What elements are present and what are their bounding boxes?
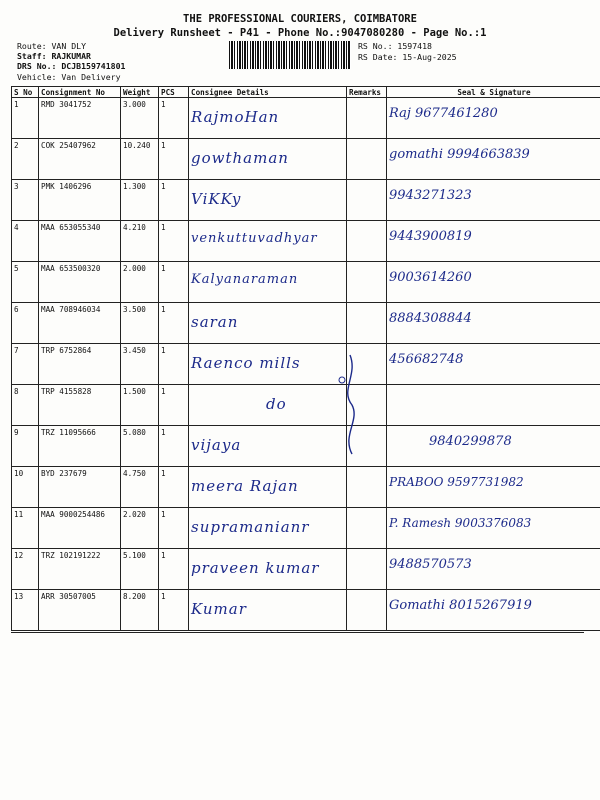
consignee-handwriting: gowthaman — [191, 149, 289, 167]
signature-handwriting: 8884308844 — [389, 311, 472, 326]
col-header-seal: Seal & Signature — [387, 87, 600, 98]
cell-weight: 2.000 — [121, 262, 159, 303]
cell-remarks — [347, 139, 387, 180]
cell-consignee — [189, 303, 347, 344]
cell-pcs: 1 — [159, 508, 189, 549]
table-row — [12, 139, 600, 180]
cell-signature — [387, 221, 600, 262]
cell-remarks — [347, 180, 387, 221]
cell-pcs: 1 — [159, 139, 189, 180]
cell-pcs: 1 — [159, 221, 189, 262]
cell-sno: 1 — [12, 98, 39, 139]
cell-pcs: 1 — [159, 426, 189, 467]
table-row — [12, 549, 600, 590]
table-row — [12, 180, 600, 221]
drs-field: DRS No.: DCJB159741801 — [17, 61, 126, 72]
cell-consignment: PMK 1406296 — [39, 180, 121, 221]
col-header-weight: Weight — [121, 87, 159, 98]
cell-sno: 9 — [12, 426, 39, 467]
cell-signature — [387, 303, 600, 344]
barcode — [229, 41, 351, 69]
cell-consignment: TRZ 102191222 — [39, 549, 121, 590]
cell-weight: 3.450 — [121, 344, 159, 385]
page-bottom-rule — [11, 632, 584, 633]
cell-pcs: 1 — [159, 467, 189, 508]
table-row — [12, 98, 600, 139]
signature-handwriting: Gomathi 8015267919 — [389, 598, 532, 613]
table-header-row — [12, 87, 600, 98]
cell-remarks — [347, 508, 387, 549]
staff-field: Staff: RAJKUMAR — [17, 51, 91, 62]
cell-remarks — [347, 303, 387, 344]
cell-sno: 3 — [12, 180, 39, 221]
cell-weight: 3.500 — [121, 303, 159, 344]
cell-weight: 3.000 — [121, 98, 159, 139]
cell-pcs: 1 — [159, 180, 189, 221]
consignee-handwriting: RajmoHan — [191, 108, 280, 126]
cell-sno: 6 — [12, 303, 39, 344]
cell-consignee — [189, 590, 347, 631]
cell-consignee — [189, 467, 347, 508]
consignee-handwriting: supramanianr — [191, 518, 310, 536]
cell-consignee — [189, 262, 347, 303]
cell-consignment: MAA 9000254486 — [39, 508, 121, 549]
signature-handwriting: Raj 9677461280 — [389, 106, 498, 121]
cell-remarks — [347, 590, 387, 631]
cell-signature — [387, 467, 600, 508]
vehicle-field: Vehicle: Van Delivery — [17, 71, 121, 82]
table-row — [12, 221, 600, 262]
cell-consignee — [189, 508, 347, 549]
signature-handwriting: P. Ramesh 9003376083 — [389, 516, 532, 530]
cell-sno: 7 — [12, 344, 39, 385]
cell-sno: 8 — [12, 385, 39, 426]
cell-sno: 11 — [12, 508, 39, 549]
cell-weight: 4.210 — [121, 221, 159, 262]
cell-consignment: TRP 6752864 — [39, 344, 121, 385]
cell-consignment: ARR 30507005 — [39, 590, 121, 631]
cell-weight: 10.240 — [121, 139, 159, 180]
cell-signature — [387, 139, 600, 180]
signature-handwriting: 9488570573 — [389, 557, 472, 572]
cell-weight: 1.300 — [121, 180, 159, 221]
signature-handwriting: 9943271323 — [389, 188, 472, 203]
cell-weight: 2.020 — [121, 508, 159, 549]
table-row — [12, 467, 600, 508]
cell-remarks — [347, 467, 387, 508]
bracket-mark — [330, 350, 370, 460]
cell-remarks — [347, 262, 387, 303]
signature-handwriting: 9840299878 — [429, 434, 512, 449]
signature-handwriting: 9443900819 — [389, 229, 472, 244]
rs-info — [358, 41, 457, 63]
cell-consignee — [189, 139, 347, 180]
signature-handwriting: 9003614260 — [389, 270, 472, 285]
col-header-sno: S No — [12, 87, 39, 98]
cell-sno: 10 — [12, 467, 39, 508]
cell-pcs: 1 — [159, 344, 189, 385]
cell-pcs: 1 — [159, 385, 189, 426]
cell-pcs: 1 — [159, 549, 189, 590]
table-row — [12, 303, 600, 344]
signature-handwriting: 456682748 — [389, 352, 464, 367]
cell-sno: 2 — [12, 139, 39, 180]
consignee-handwriting: Kumar — [191, 600, 247, 618]
col-header-consignment: Consignment No — [39, 87, 121, 98]
rs-date: RS Date: 15-Aug-2025 — [358, 52, 457, 62]
consignee-handwriting: ViKKy — [191, 190, 242, 208]
cell-consignee — [189, 180, 347, 221]
cell-sno: 12 — [12, 549, 39, 590]
col-header-pcs: PCS — [159, 87, 189, 98]
cell-consignee — [189, 426, 347, 467]
cell-weight: 5.100 — [121, 549, 159, 590]
cell-sno: 4 — [12, 221, 39, 262]
cell-consignment: TRZ 11095666 — [39, 426, 121, 467]
cell-consignee — [189, 221, 347, 262]
cell-consignment: COK 25407962 — [39, 139, 121, 180]
table-row — [12, 385, 600, 426]
route-field: Route: VAN DLY — [17, 41, 87, 51]
runsheet-table — [11, 86, 600, 631]
cell-pcs: 1 — [159, 590, 189, 631]
cell-signature — [387, 426, 600, 467]
consignee-handwriting: Kalyanaraman — [191, 272, 299, 287]
cell-consignment: MAA 708946034 — [39, 303, 121, 344]
table-row — [12, 508, 600, 549]
table-row — [12, 262, 600, 303]
signature-handwriting: gomathi 9994663839 — [389, 147, 530, 162]
cell-consignee — [189, 344, 347, 385]
cell-weight: 5.080 — [121, 426, 159, 467]
consignee-handwriting: do — [266, 395, 287, 413]
cell-weight: 4.750 — [121, 467, 159, 508]
document-title: THE PROFESSIONAL COURIERS, COIMBATORE — [183, 13, 417, 25]
table-row — [12, 426, 600, 467]
table-row — [12, 344, 600, 385]
col-header-remarks: Remarks — [347, 87, 387, 98]
cell-sno: 5 — [12, 262, 39, 303]
cell-weight: 8.200 — [121, 590, 159, 631]
cell-consignment: MAA 653500320 — [39, 262, 121, 303]
cell-consignee — [189, 385, 347, 426]
cell-signature — [387, 385, 600, 426]
cell-remarks — [347, 98, 387, 139]
consignee-handwriting: vijaya — [191, 436, 242, 454]
cell-signature — [387, 549, 600, 590]
cell-pcs: 1 — [159, 303, 189, 344]
cell-sno: 13 — [12, 590, 39, 631]
cell-pcs: 1 — [159, 262, 189, 303]
cell-consignee — [189, 98, 347, 139]
rs-number: RS No.: 1597418 — [358, 41, 432, 51]
cell-signature — [387, 98, 600, 139]
cell-signature — [387, 590, 600, 631]
cell-consignment: TRP 4155828 — [39, 385, 121, 426]
table-row — [12, 590, 600, 631]
cell-signature — [387, 180, 600, 221]
cell-remarks — [347, 221, 387, 262]
consignee-handwriting: saran — [191, 313, 239, 331]
cell-signature — [387, 508, 600, 549]
consignee-handwriting: Raenco mills — [191, 354, 301, 372]
col-header-consignee: Consignee Details — [189, 87, 347, 98]
cell-consignment: MAA 653055340 — [39, 221, 121, 262]
cell-signature — [387, 344, 600, 385]
consignee-handwriting: venkuttuvadhyar — [191, 231, 318, 246]
consignee-handwriting: meera Rajan — [191, 477, 299, 495]
cell-remarks — [347, 549, 387, 590]
signature-handwriting: PRABOO 9597731982 — [389, 475, 524, 489]
document-subtitle: Delivery Runsheet - P41 - Phone No.:9047080280 - Page No.:1 — [113, 27, 487, 39]
cell-weight: 1.500 — [121, 385, 159, 426]
cell-signature — [387, 262, 600, 303]
route-info — [17, 41, 125, 82]
cell-consignment: RMD 3041752 — [39, 98, 121, 139]
cell-consignee — [189, 549, 347, 590]
cell-consignment: BYD 237679 — [39, 467, 121, 508]
consignee-handwriting: praveen kumar — [191, 559, 320, 577]
cell-pcs: 1 — [159, 98, 189, 139]
